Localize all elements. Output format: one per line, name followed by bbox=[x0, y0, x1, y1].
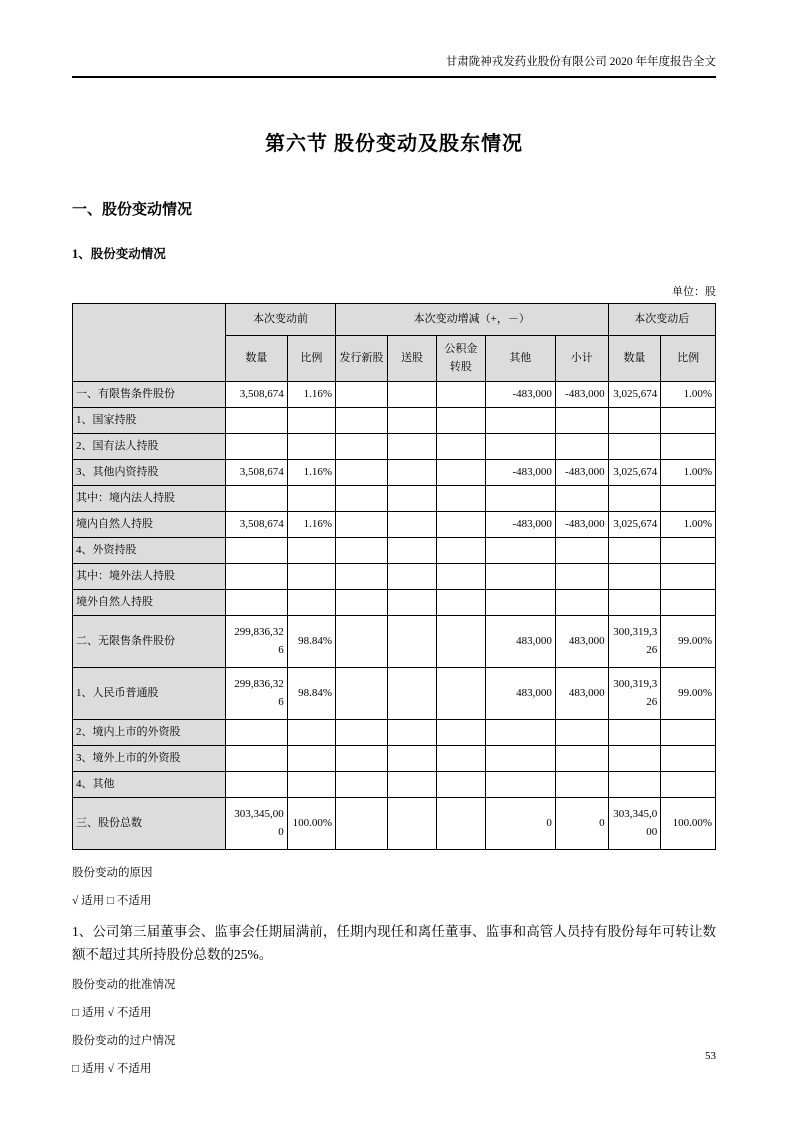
col-header-new-issue: 发行新股 bbox=[335, 336, 387, 382]
cell bbox=[335, 460, 387, 486]
cell bbox=[388, 486, 437, 512]
cell bbox=[436, 720, 485, 746]
cell: -483,000 bbox=[485, 512, 555, 538]
cell: -483,000 bbox=[485, 382, 555, 408]
cell bbox=[436, 512, 485, 538]
table-row bbox=[73, 408, 716, 434]
cell: 3,025,674 bbox=[608, 460, 661, 486]
table-row bbox=[73, 720, 716, 746]
share-change-table bbox=[72, 303, 716, 850]
cell bbox=[485, 408, 555, 434]
cell bbox=[661, 746, 716, 772]
group-after: 本次变动后 bbox=[608, 304, 715, 336]
cell bbox=[608, 590, 661, 616]
cell: 0 bbox=[555, 798, 608, 850]
cell bbox=[436, 408, 485, 434]
group-change: 本次变动增减（+，－） bbox=[335, 304, 608, 336]
cell bbox=[555, 538, 608, 564]
cell: 3,025,674 bbox=[608, 512, 661, 538]
cell bbox=[555, 564, 608, 590]
cell: 98.84% bbox=[287, 616, 335, 668]
reason-applicability: √ 适用 □ 不适用 bbox=[72, 895, 152, 907]
cell: -483,000 bbox=[555, 460, 608, 486]
table-group-header-row bbox=[73, 304, 716, 336]
cell bbox=[335, 720, 387, 746]
cell bbox=[436, 668, 485, 720]
col-header-ratio-before: 比例 bbox=[287, 336, 335, 382]
cell: 3,508,674 bbox=[226, 460, 288, 486]
cell: 1.16% bbox=[287, 382, 335, 408]
row-label: 3、其他内资持股 bbox=[73, 460, 226, 486]
report-header-text: 甘肃陇神戎发药业股份有限公司 2020 年年度报告全文 bbox=[445, 56, 716, 68]
group-before: 本次变动前 bbox=[226, 304, 336, 336]
approval-heading: 股份变动的批准情况 bbox=[72, 979, 176, 992]
cell bbox=[436, 798, 485, 850]
row-label: 三、股份总数 bbox=[73, 798, 226, 850]
cell bbox=[485, 772, 555, 798]
cell bbox=[335, 590, 387, 616]
cell bbox=[388, 590, 437, 616]
cell bbox=[335, 434, 387, 460]
cell bbox=[485, 434, 555, 460]
cell: 100.00% bbox=[661, 798, 716, 850]
row-label: 4、外资持股 bbox=[73, 538, 226, 564]
cell bbox=[555, 434, 608, 460]
row-label: 境内自然人持股 bbox=[73, 512, 226, 538]
cell bbox=[335, 772, 387, 798]
table-row bbox=[73, 486, 716, 512]
row-label: 境外自然人持股 bbox=[73, 590, 226, 616]
cell bbox=[555, 772, 608, 798]
cell: 1.00% bbox=[661, 512, 716, 538]
cell bbox=[226, 434, 288, 460]
cell bbox=[226, 486, 288, 512]
row-label: 3、境外上市的外资股 bbox=[73, 746, 226, 772]
cell bbox=[661, 434, 716, 460]
table-row bbox=[73, 798, 716, 850]
cell: 303,345,000 bbox=[226, 798, 288, 850]
cell bbox=[608, 564, 661, 590]
cell bbox=[388, 772, 437, 798]
cell bbox=[555, 746, 608, 772]
row-label: 二、无限售条件股份 bbox=[73, 616, 226, 668]
cell bbox=[608, 486, 661, 512]
cell bbox=[436, 486, 485, 512]
cell bbox=[226, 564, 288, 590]
cell: 3,508,674 bbox=[226, 382, 288, 408]
col-header-quantity-before: 数量 bbox=[226, 336, 288, 382]
row-label: 2、境内上市的外资股 bbox=[73, 720, 226, 746]
cell bbox=[226, 408, 288, 434]
transfer-heading: 股份变动的过户情况 bbox=[72, 1035, 176, 1048]
cell bbox=[555, 720, 608, 746]
cell bbox=[226, 538, 288, 564]
cell: 300,319,326 bbox=[608, 616, 661, 668]
cell bbox=[608, 434, 661, 460]
cell: -483,000 bbox=[555, 382, 608, 408]
cell bbox=[335, 408, 387, 434]
cell bbox=[388, 798, 437, 850]
cell: 483,000 bbox=[485, 668, 555, 720]
notes-section bbox=[72, 864, 716, 1076]
approval-applicability: □ 适用 √ 不适用 bbox=[72, 1007, 152, 1020]
cell bbox=[485, 746, 555, 772]
cell bbox=[608, 772, 661, 798]
report-header bbox=[72, 0, 716, 78]
cell bbox=[555, 486, 608, 512]
cell bbox=[287, 746, 335, 772]
cell: 3,025,674 bbox=[608, 382, 661, 408]
cell bbox=[287, 538, 335, 564]
cell bbox=[226, 772, 288, 798]
section-title: 第六节 股份变动及股东情况 bbox=[265, 133, 523, 155]
cell: 1.00% bbox=[661, 382, 716, 408]
cell: 1.16% bbox=[287, 512, 335, 538]
col-header-bonus-shares: 送股 bbox=[388, 336, 437, 382]
cell bbox=[287, 772, 335, 798]
cell bbox=[335, 564, 387, 590]
cell bbox=[287, 720, 335, 746]
cell: 99.00% bbox=[661, 668, 716, 720]
cell bbox=[335, 616, 387, 668]
col-header-subtotal: 小计 bbox=[555, 336, 608, 382]
cell bbox=[436, 538, 485, 564]
cell bbox=[226, 590, 288, 616]
cell bbox=[388, 382, 437, 408]
col-header-quantity-after: 数量 bbox=[608, 336, 661, 382]
table-row bbox=[73, 512, 716, 538]
cell bbox=[436, 772, 485, 798]
cell bbox=[436, 434, 485, 460]
page-number: 53 bbox=[705, 1050, 716, 1062]
cell: 303,345,000 bbox=[608, 798, 661, 850]
cell bbox=[335, 668, 387, 720]
cell bbox=[335, 746, 387, 772]
cell: 300,319,326 bbox=[608, 668, 661, 720]
table-row bbox=[73, 434, 716, 460]
cell bbox=[335, 538, 387, 564]
corner-cell bbox=[73, 304, 226, 382]
row-label: 4、其他 bbox=[73, 772, 226, 798]
cell: 483,000 bbox=[555, 668, 608, 720]
cell bbox=[388, 434, 437, 460]
cell bbox=[287, 564, 335, 590]
cell bbox=[555, 408, 608, 434]
cell bbox=[335, 382, 387, 408]
cell bbox=[388, 538, 437, 564]
cell bbox=[388, 746, 437, 772]
cell bbox=[335, 486, 387, 512]
heading-share-change: 一、股份变动情况 bbox=[72, 202, 193, 218]
cell bbox=[226, 746, 288, 772]
unit-label: 单位：股 bbox=[672, 286, 716, 298]
cell bbox=[485, 720, 555, 746]
cell bbox=[661, 772, 716, 798]
cell: 1.00% bbox=[661, 460, 716, 486]
cell bbox=[388, 668, 437, 720]
cell bbox=[485, 486, 555, 512]
cell: 299,836,326 bbox=[226, 668, 288, 720]
cell: 100.00% bbox=[287, 798, 335, 850]
cell bbox=[555, 590, 608, 616]
table-row bbox=[73, 616, 716, 668]
cell bbox=[436, 616, 485, 668]
row-label: 其中：境外法人持股 bbox=[73, 564, 226, 590]
row-label: 1、人民币普通股 bbox=[73, 668, 226, 720]
cell bbox=[436, 460, 485, 486]
cell bbox=[661, 720, 716, 746]
cell: 0 bbox=[485, 798, 555, 850]
table-row bbox=[73, 746, 716, 772]
table-head bbox=[73, 304, 716, 382]
col-header-other: 其他 bbox=[485, 336, 555, 382]
row-label: 1、国家持股 bbox=[73, 408, 226, 434]
cell bbox=[661, 486, 716, 512]
cell bbox=[335, 798, 387, 850]
cell bbox=[388, 720, 437, 746]
row-label: 一、有限售条件股份 bbox=[73, 382, 226, 408]
cell bbox=[608, 746, 661, 772]
row-label: 2、国有法人持股 bbox=[73, 434, 226, 460]
cell: 98.84% bbox=[287, 668, 335, 720]
table-row bbox=[73, 382, 716, 408]
cell bbox=[436, 382, 485, 408]
cell: 483,000 bbox=[485, 616, 555, 668]
cell bbox=[388, 564, 437, 590]
cell bbox=[388, 460, 437, 486]
cell bbox=[388, 512, 437, 538]
cell: 483,000 bbox=[555, 616, 608, 668]
cell bbox=[436, 746, 485, 772]
reason-heading: 股份变动的原因 bbox=[72, 867, 153, 879]
col-header-capital-reserve: 公积金转股 bbox=[436, 336, 485, 382]
cell bbox=[287, 590, 335, 616]
table-row bbox=[73, 590, 716, 616]
cell bbox=[661, 564, 716, 590]
table-row bbox=[73, 668, 716, 720]
reason-paragraph: 1、公司第三届董事会、监事会任期届满前，任期内现任和离任董事、监事和高管人员持有股份每年可转让数额不超过其所持股份总数的25%。 bbox=[72, 924, 716, 963]
cell bbox=[485, 538, 555, 564]
cell bbox=[436, 564, 485, 590]
col-header-ratio-after: 比例 bbox=[661, 336, 716, 382]
cell: -483,000 bbox=[485, 460, 555, 486]
cell bbox=[661, 590, 716, 616]
cell: 3,508,674 bbox=[226, 512, 288, 538]
cell: -483,000 bbox=[555, 512, 608, 538]
table-row bbox=[73, 538, 716, 564]
cell bbox=[436, 590, 485, 616]
cell: 299,836,326 bbox=[226, 616, 288, 668]
cell bbox=[388, 408, 437, 434]
cell bbox=[287, 486, 335, 512]
page-content bbox=[72, 0, 716, 1076]
cell bbox=[661, 538, 716, 564]
table-row bbox=[73, 564, 716, 590]
cell bbox=[485, 590, 555, 616]
subheading-share-change: 1、股份变动情况 bbox=[72, 247, 166, 261]
cell bbox=[388, 616, 437, 668]
share-change-table-body bbox=[73, 382, 716, 850]
cell bbox=[608, 408, 661, 434]
cell bbox=[226, 720, 288, 746]
transfer-applicability: □ 适用 √ 不适用 bbox=[72, 1063, 152, 1076]
cell: 1.16% bbox=[287, 460, 335, 486]
cell bbox=[608, 538, 661, 564]
table-row bbox=[73, 772, 716, 798]
cell bbox=[287, 434, 335, 460]
cell bbox=[485, 564, 555, 590]
cell: 99.00% bbox=[661, 616, 716, 668]
table-row bbox=[73, 460, 716, 486]
cell bbox=[287, 408, 335, 434]
cell bbox=[661, 408, 716, 434]
cell bbox=[608, 720, 661, 746]
row-label: 其中：境内法人持股 bbox=[73, 486, 226, 512]
cell bbox=[335, 512, 387, 538]
